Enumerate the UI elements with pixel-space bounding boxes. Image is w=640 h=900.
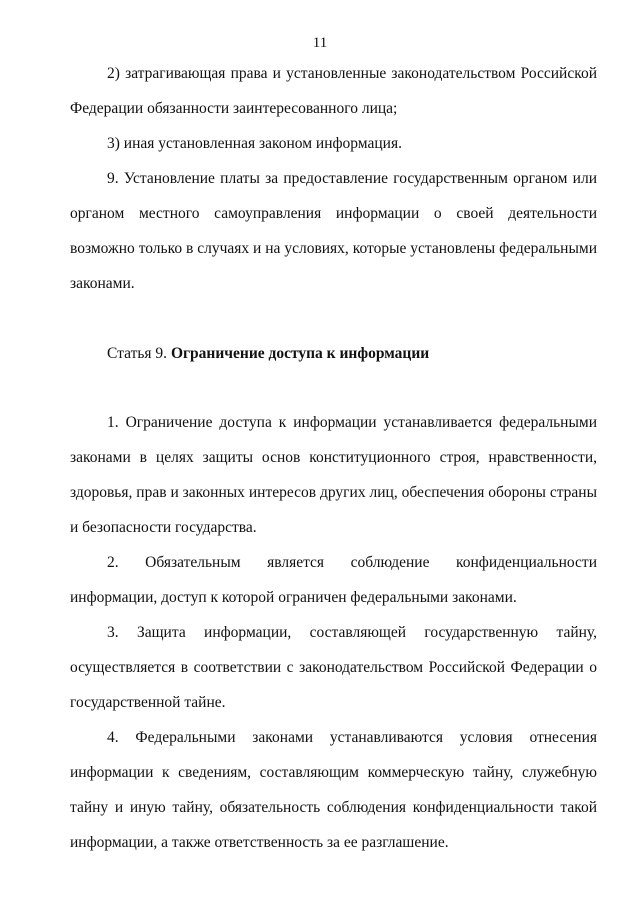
article-paragraph: 1. Ограничение доступа к информации устанавливается федеральными законами в целях защиты основ конституционного строя, нравственности, здоровья, прав и законных интересов других лиц, обеспечения обороны страны и безопасности государства. — [70, 414, 597, 536]
article-heading — [70, 336, 597, 371]
paragraph: 3) иная установленная законом информация. — [107, 135, 402, 152]
document-body — [70, 56, 597, 860]
article-paragraph: 4. Федеральными законами устанавливаются условия отнесения информации к сведениям, составляющим коммерческую тайну, служебную тайну и иную тайну, обязательность соблюдения конфиденциальности такой информации, а также ответственность за ее разглашение. — [70, 729, 597, 851]
paragraph: 2) затрагивающая права и установленные законодательством Российской Федерации обязанности заинтересованного лица; — [70, 65, 597, 117]
article-paragraph: 3. Защита информации, составляющей государственную тайну, осуществляется в соответствии с законодательством Российской Федерации о государственной тайне. — [70, 624, 597, 711]
article-paragraph: 2. Обязательным является соблюдение конфиденциальности информации, доступ к которой ограничен федеральными законами. — [70, 554, 597, 606]
paragraph: 9. Установление платы за предоставление государственным органом или органом местного самоуправления информации о своей деятельности возможно только в случаях и на условиях, которые установлены федеральными законами. — [70, 170, 597, 292]
page-number: 11 — [312, 35, 328, 51]
article-title: Ограничение доступа к информации — [170, 345, 430, 362]
article-label: Статья 9. — [107, 345, 168, 362]
